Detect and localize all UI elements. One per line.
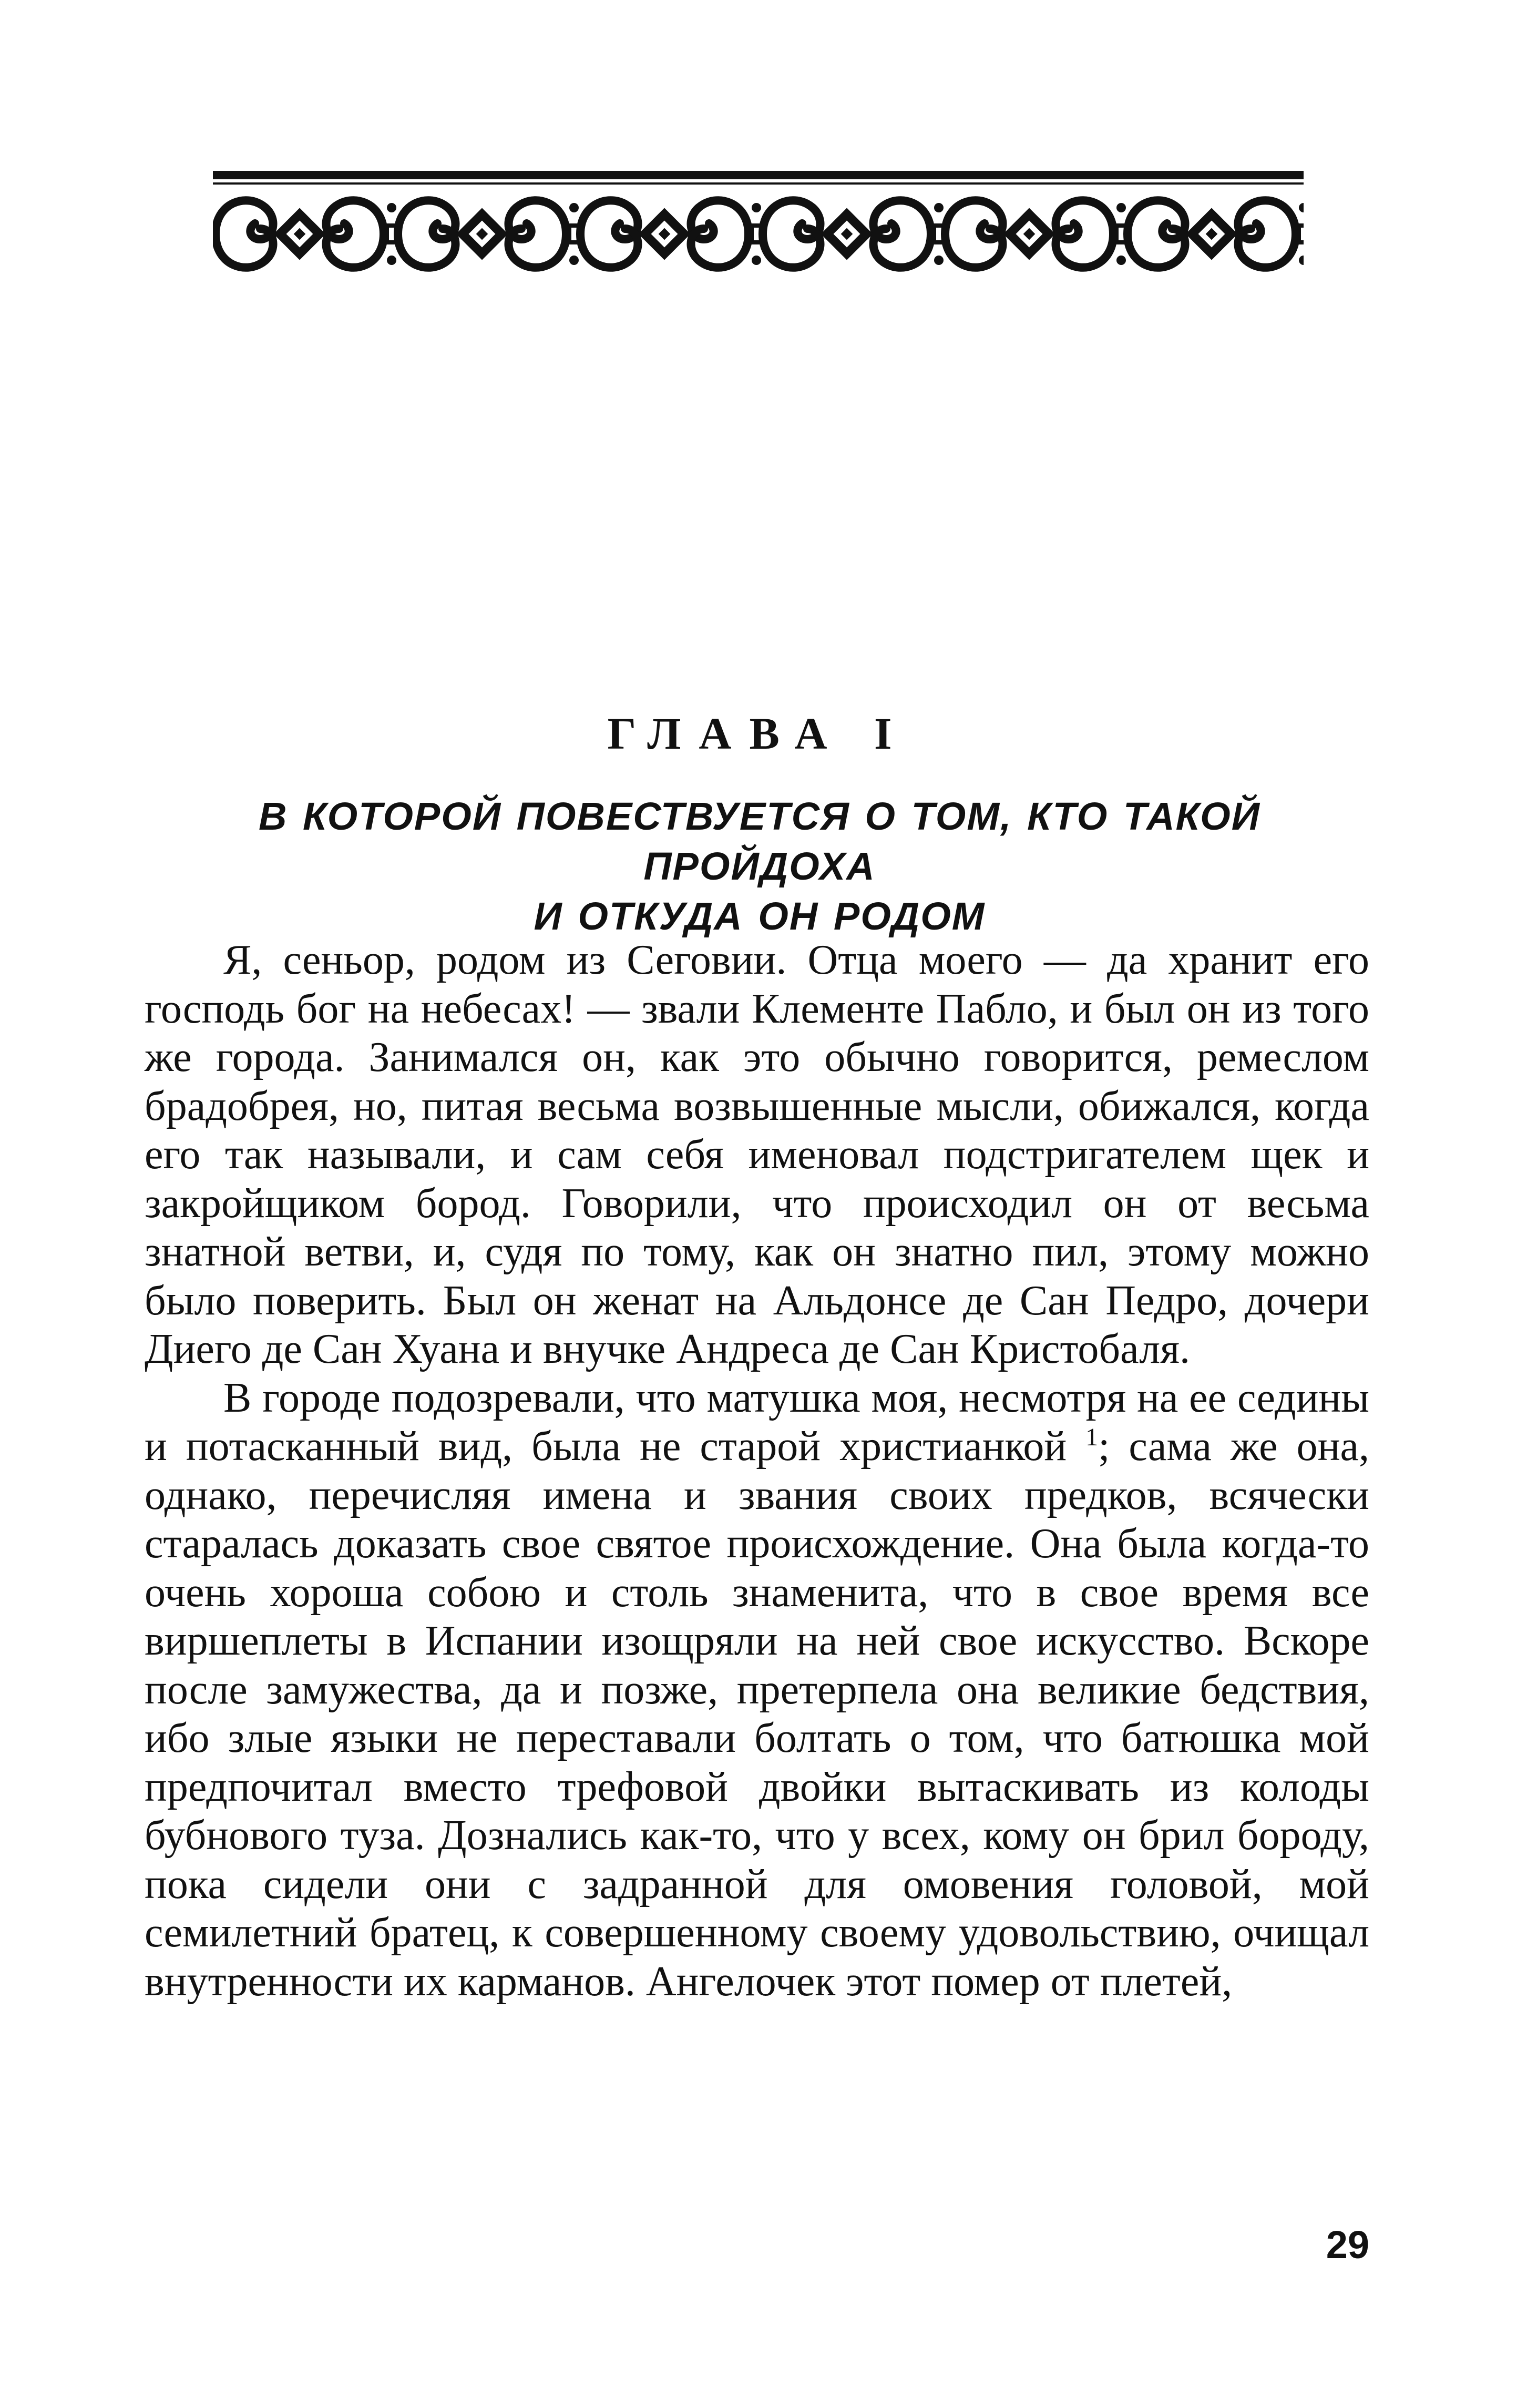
- chapter-text: [145, 936, 1369, 2006]
- chapter-subtitle-line-2: И ОТКУДА ОН РОДОМ: [534, 894, 986, 938]
- paragraph-2: [145, 1374, 1369, 2006]
- paragraph-2-part-1: В городе подозревали, что матушка моя, несмотря на ее седины и потасканный вид, была не старой христианкой: [145, 1374, 1369, 1470]
- footnote-marker[interactable]: 1: [1085, 1423, 1099, 1451]
- page-number: 29: [1326, 2223, 1369, 2267]
- ornamental-border-icon: [213, 171, 1304, 297]
- paragraph-2-part-2: ; сама же она, однако, перечисляя имена и звания своих предков, всячески старалась доказать свое святое происхождение. Она была когда-то очень хороша собою и столь знаменита, что в свое время все виршеплеты в Испании изощряли на ней свое искусство. Вскоре после замужества, да и позже, претерпела она великие бедствия, ибо злые языки не переставали болтать о том, что батюшка мой предпочитал вместо трефовой двойки вытаскивать из колоды бубнового туза. Дознались как-то, что у всех, кому он брил бороду, пока сидели они с задранной для омовения головой, мой семилетний братец, к совершенному своему удовольствию, очищал внутренности их карманов. Ангелочек этот помер от плетей,: [145, 1423, 1369, 2005]
- chapter-subtitle: [147, 791, 1372, 941]
- paragraph-1: Я, сеньор, родом из Сеговии. Отца моего — да хранит его господь бог на небесах! — звали Клементе Пабло, и был он из того же города. Занимался он, как это обычно говорится, ремеслом брадобрея, но, питая весьма возвышенные мысли, обижался, когда его так называли, и сам себя именовал подстригателем щек и закройщиком бород. Говорили, что происходил он от весьма знатной ветви, и, судя по тому, как он знатно пил, этому можно было поверить. Был он женат на Альдонсе де Сан Педро, дочери Диего де Сан Хуана и внучке Андреса де Сан Кристобаля.: [145, 937, 1369, 1372]
- chapter-label: ГЛАВА I: [607, 708, 910, 759]
- chapter-subtitle-line-1: В КОТОРОЙ ПОВЕСТВУЕТСЯ О ТОМ, КТО ТАКОЙ ПРОЙДОХА: [259, 794, 1260, 888]
